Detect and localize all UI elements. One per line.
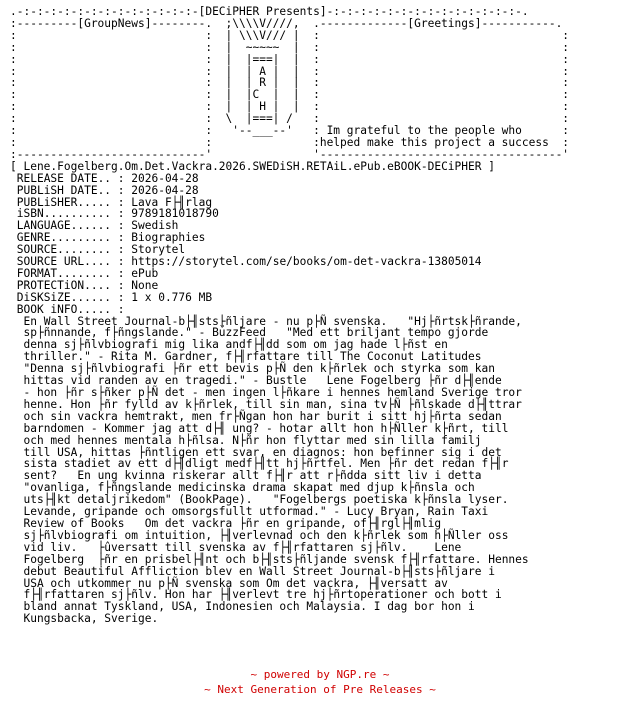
field-language: LANGUAGE...... : Swedish xyxy=(16,219,179,233)
field-publisher: PUBLiSHER..... : Lava F├╢rlag xyxy=(16,195,213,209)
field-source-url: SOURCE URL.... : https://storytel.com/se/books/om-det-vackra-13805014 xyxy=(16,255,482,269)
footer-tagline: ~ Next Generation of Pre Releases ~ xyxy=(204,683,436,696)
greetings-line-2: : : :helped make this project a success : xyxy=(10,135,570,149)
ascii-panel: :---------[GroupNews]--------. ;\\\\V////, .-------------[Greetings]-----------. : : | \\\V/// | : : : : | ~~~~~ | : : : : | |===| | : : : : | | A | | : : : : | | R | | : : : : | |C | | : : : : | | H | | : : : : \ |===| / : : : : '--___--' : Im grateful to the people who : : : :helped make this project a success : :----------------------------' '------------------------------------' xyxy=(10,16,570,161)
nfo-text xyxy=(10,6,635,625)
field-genre: GENRE......... : Biographies xyxy=(16,231,206,245)
banner-line: .-:-:-:-:-:-:-:-:-:-:-:-:-:-[DECiPHER Presents]-:-:-:-:-:-:-:-:-:-:-:-:-:-:-. xyxy=(10,5,529,18)
field-publish-date: PUBLiSH DATE.. : 2026-04-28 xyxy=(16,183,199,197)
field-release-date: RELEASE DATE.. : 2026-04-28 xyxy=(16,171,199,185)
field-source: SOURCE........ : Storytel xyxy=(16,243,186,257)
field-protection: PROTECTiON.... : None xyxy=(16,278,159,292)
field-isbn: iSBN.......... : 9789181018790 xyxy=(16,207,219,221)
greetings-line-1: : : '--___--' : Im grateful to the people who : xyxy=(10,124,570,138)
book-info-text: En Wall Street Journal-b├╢stsֱ├ñljare - nu p├Ñ svenska. "Hj├ñrtsk├ñrande, sp├ñnnande, f├ñngslande." - BuzzFeed "Med ett briljant tempo gjorde denna sj├ñlvbiografi mig lika andf├╢dd som om jag hade l├ñst en thriller." - Rita M. Gardner, f├╢rfattare till The Coconut Latitudes "Denna sj├ñlvbiografi ├ñr ett bevis p├Ñ den k├ñrlek och styrka som kan hittas vid randen av en tragedi." - Bustle Lene Fogelberg ├ñr d├╢ende - hon ├ñr s├ñker p├Ñ det - men ingen l├ñkare i hennes hemland Sverige tror henne. Hon ├ñr fylld av k├ñrlek, till sin man, sina tv├Ñ ├ñlskade d├╢ttrar och sin vackra hemtrakt, men fr├Ñgan hon har burit i sitt hj├ñrta sedan barndomen - Kommer jag att d├╢ ung? - hotar allt hon h├Ñller k├ñrt, till och med hennes mentala h├ñlsa. N├ñr hon flyttar med sin lilla familj till USA, hittas ├ñntligen ett svar, en diagnos: hon befinner sig i det sista stadiet av ett d├╢dligt medf├╢tt hj├ñrtfel. Men ├ñr det redan f├╢r sent? En ung kvinna riskerar allt f├╢r att r├ñdda sitt liv i detta "ovanliga, f├ñngslande medicinska drama skapat med djup k├ñnsla och uts├╢kt detaljrikedom" (BookPage). "Fogelbergs poetiska k├ñnsla lyser. Levande, gripande och omsorgsfullt utformad." - Lucy Bryan, Rain Taxi Review of Books Om det vackra ├ñr en gripande, of├╢rgl├╢mlig sj├ñlvbiografi om intuition, ├╢verlevnad och den k├ñrlek som h├Ñller oss vid liv. ├ûversatt till svenska av f├╢rfattaren sj├ñlv. Lene Fogelberg ├ñr en prisbel├╢nt och b├╢sts├ñljande svensk f├╢rfattare. Hennes debut Beautiful Affliction blev en Wall Street Journal-b├╢sts├ñljare i USA och utkommer nu p├Ñ svenska som Om det vackra, ├╢versatt av f├╢rfattaren sj├ñlv. Hon har ├╢verlevt tre hj├ñrtoperationer och bott i bland annat Tyskland, USA, Indonesien och Malaysia. I dag bor hon i Kungsbacka, Sverige. xyxy=(23,314,529,626)
release-name: [ Lene.Fogelberg.Om.Det.Vackra.2026.SWEDiSH.RETAiL.ePub.eBOOK-DECiPHER ] xyxy=(10,159,495,173)
field-format: FORMAT........ : ePub xyxy=(16,266,159,280)
field-disksize: DiSKSiZE...... : 1 x 0.776 MB xyxy=(16,290,213,304)
footer-powered-by: ~ powered by NGP.re ~ xyxy=(250,668,390,681)
field-book-info: BOOK iNFO..... : xyxy=(16,302,132,316)
